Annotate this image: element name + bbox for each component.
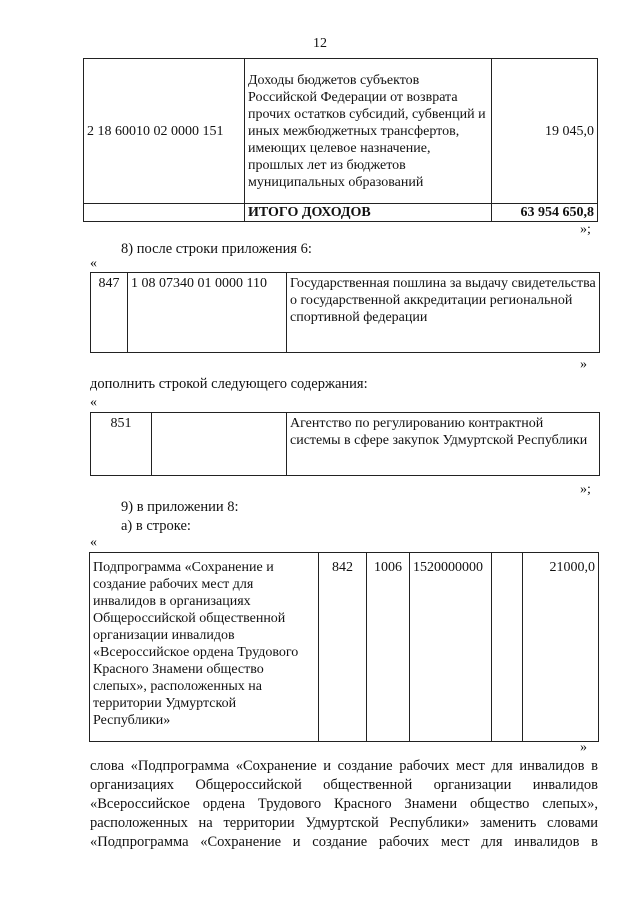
admin-name-cell: Агентство по регулированию контрактной системы в сфере закупок Удмуртской Республики: [287, 413, 600, 476]
program-name-cell: Подпрограмма «Сохранение и создание рабочих мест для инвалидов в организациях Общероссийской общественной организации инвалидов «Всероссийское ордена Трудового Красного Знамени общество слепых», расположенных на территории Удмуртской Республики»: [90, 553, 319, 742]
ministry-code-cell: 842: [319, 553, 367, 742]
closing-quote: »: [580, 357, 587, 372]
paragraph-line: расположенных на территории Удмуртской Республики» заменить словами: [90, 815, 598, 831]
replacement-paragraph: [90, 757, 598, 852]
revenue-amount-cell: 19 045,0: [492, 59, 598, 204]
paragraph-line: слова «Подпрограмма «Сохранение и создание рабочих мест для инвалидов в: [90, 758, 598, 774]
closing-quote: »: [580, 740, 587, 755]
table-row-total: [84, 204, 598, 222]
table-row: [84, 59, 598, 204]
paragraph-line: «Всероссийское ордена Трудового Красного Знамени общество слепых»,: [90, 796, 598, 812]
target-code-cell: 1520000000: [410, 553, 492, 742]
budget-code-cell: 1 08 07340 01 0000 110: [128, 273, 287, 353]
revenue-code-cell: 2 18 60010 02 0000 151: [84, 59, 245, 204]
table-row: [90, 553, 599, 742]
total-empty-cell: [84, 204, 245, 222]
paragraph-line: «Подпрограмма «Сохранение и создание рабочих мест для инвалидов в: [90, 834, 598, 850]
opening-quote: «: [90, 395, 97, 410]
item-8: 8) после строки приложения 6:: [121, 241, 312, 257]
opening-quote: «: [90, 256, 97, 271]
expense-type-cell: [492, 553, 523, 742]
table-row: [91, 413, 600, 476]
admin-code-cell: 847: [91, 273, 128, 353]
opening-quote: «: [90, 535, 97, 550]
page-number: 12: [313, 36, 327, 51]
admin-table-row-851: [90, 412, 600, 476]
item-9a: а) в строке:: [121, 518, 191, 534]
total-amount-cell: 63 954 650,8: [492, 204, 598, 222]
admin-table-row-847: [90, 272, 600, 353]
item-9: 9) в приложении 8:: [121, 499, 239, 515]
paragraph-line: организациях Общероссийской общественной организации инвалидов: [90, 777, 598, 793]
admin-code-cell: 851: [91, 413, 152, 476]
budget-code-cell: [152, 413, 287, 476]
revenue-table: [83, 58, 598, 222]
table-row: [91, 273, 600, 353]
closing-quote: »;: [580, 482, 591, 497]
section-code-cell: 1006: [367, 553, 410, 742]
closing-quote: »;: [580, 222, 591, 237]
total-label-cell: ИТОГО ДОХОДОВ: [245, 204, 492, 222]
revenue-name-cell: Доходы бюджетов субъектов Российской Федерации от возврата прочих остатков субсидий, субвенций и иных межбюджетных трансфертов, имеющих целевое назначение, прошлых лет из бюджетов муниципальных образований: [245, 59, 492, 204]
program-table: [89, 552, 599, 742]
add-line-text: дополнить строкой следующего содержания:: [90, 376, 368, 392]
admin-name-cell: Государственная пошлина за выдачу свидетельства о государственной аккредитации региональной спортивной федерации: [287, 273, 600, 353]
amount-cell: 21000,0: [523, 553, 599, 742]
